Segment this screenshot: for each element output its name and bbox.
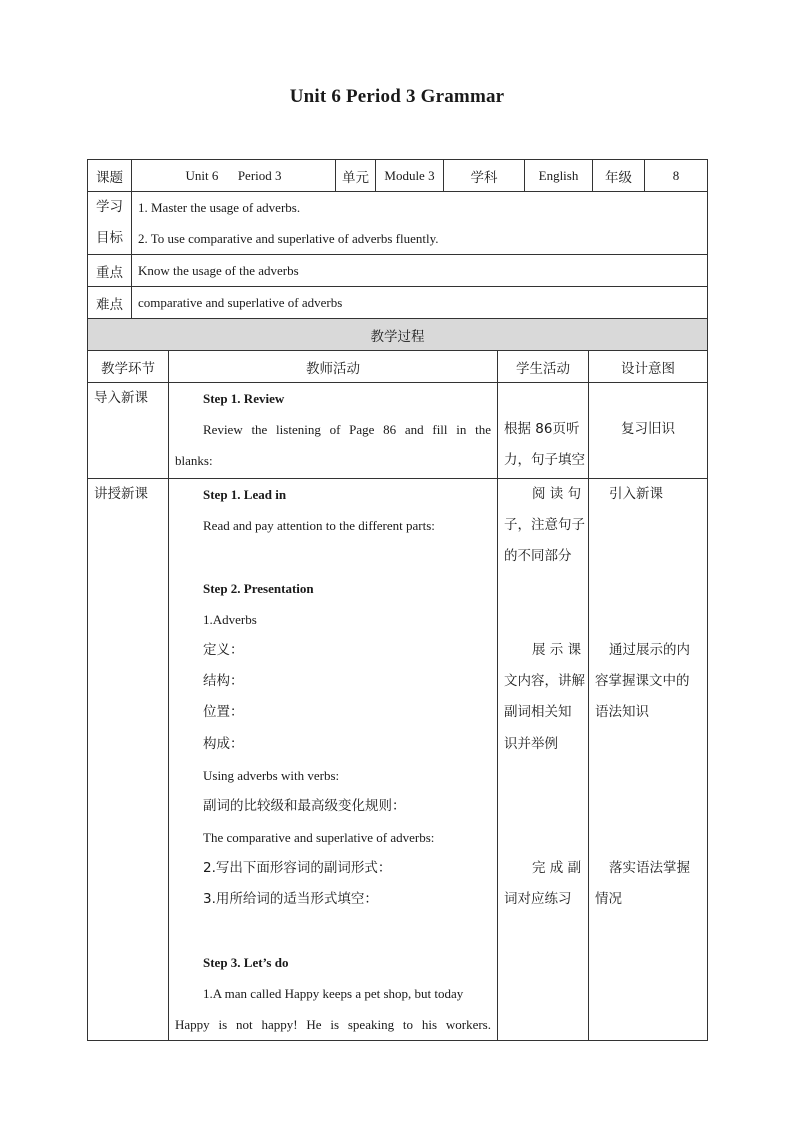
process-banner: 教学过程 [88,319,708,351]
unit-value: Module 3 [376,160,444,192]
structure-label: 结构： [203,673,244,690]
intent-b-2: 容掌握课文中的 [595,673,690,690]
student-b-4: 识并举例 [504,735,558,752]
difficult-point-label: 难点 [88,287,132,319]
intro-teacher-cell [169,383,498,479]
position-label: 位置： [203,704,244,721]
comparison-rule-cn: 副词的比较级和最高级变化规则： [203,797,406,814]
intent-a: 引入新课 [609,486,663,502]
adverbs-heading: 1.Adverbs [203,611,257,627]
topic-label: 课题 [88,160,132,192]
intro-stage: 导入新课 [94,390,148,406]
grade-value: 8 [645,160,708,192]
definition-label: 定义： [203,641,244,658]
teach-stage-cell [88,479,169,1041]
goal-values [132,192,708,255]
intro-intent-cell [589,383,708,479]
header-intent: 设计意图 [589,351,708,383]
intro-text-1: Review the listening of Page 86 and fill in the [203,422,491,438]
header-stage: 教学环节 [88,351,169,383]
intent-b-3: 语法知识 [595,704,649,721]
unit-label: 单元 [336,160,376,192]
subject-value: English [525,160,593,192]
student-a-2: 子，注意句子 [504,517,585,534]
teach-stage: 讲授新课 [94,486,148,502]
intro-text-2: blanks: [175,453,213,469]
student-c-1: 完 成 副 [532,860,582,877]
difficult-point-value: comparative and superlative of adverbs [132,287,708,319]
goal-label-line-2: 目标 [96,230,123,247]
student-b-2: 文内容，讲解 [504,673,585,690]
intro-stage-cell [88,383,169,479]
student-b-1: 展 示 课 [532,641,582,658]
key-point-value: Know the usage of the adverbs [132,255,708,287]
intro-student-cell [498,383,589,479]
student-a-1: 阅 读 句 [532,486,582,502]
goal-1: 1. Master the usage of adverbs. [138,200,301,215]
exercise-3: 3.用所给词的适当形式填空： [203,891,378,908]
header-student: 学生活动 [498,351,589,383]
intent-b-1: 通过展示的内 [609,641,690,658]
lets-do-text-2: Happy is not happy! He is speaking to his workers. [175,1017,491,1033]
intro-student-2: 力，句子填空 [504,452,585,469]
teach-student-cell [498,479,589,1041]
goal-2: 2. To use comparative and superlative of adverbs fluently. [138,231,439,247]
lesson-info-table [87,159,708,319]
key-point-label: 重点 [88,255,132,287]
topic-value: Unit 6 Period 3 [132,160,336,192]
teach-teacher-cell [169,479,498,1041]
student-b-3: 副词相关知 [504,704,572,721]
formation-label: 构成： [203,735,244,752]
subject-label: 学科 [444,160,525,192]
exercise-2: 2.写出下面形容词的副词形式： [203,860,392,877]
goal-label-line-1: 学习 [96,199,123,215]
step1-title: Step 1. Lead in [203,487,287,502]
intro-student-1: 根据 86页听 [504,421,580,438]
step3-title: Step 3. Let’s do [203,954,289,970]
grade-label: 年级 [593,160,645,192]
intro-step: Step 1. Review [203,391,285,406]
teaching-process-table [87,318,708,1041]
student-a-3: 的不同部分 [504,548,572,565]
step2-title: Step 2. Presentation [203,580,314,596]
step1-text: Read and pay attention to the different parts: [203,518,435,534]
page-title: Unit 6 Period 3 Grammar [289,86,505,107]
adverbs-with-verbs: Using adverbs with verbs: [203,767,340,783]
goal-label [88,192,132,255]
comparison-rule-en: The comparative and superlative of adverbs: [203,830,435,846]
lets-do-text-1: 1.A man called Happy keeps a pet shop, but today [203,986,464,1001]
teach-intent-cell [589,479,708,1041]
intent-c-1: 落实语法掌握 [609,860,690,877]
intent-c-2: 情况 [595,891,622,908]
header-teacher: 教师活动 [169,351,498,383]
intro-intent: 复习旧识 [621,421,675,438]
student-c-2: 词对应练习 [504,891,572,908]
